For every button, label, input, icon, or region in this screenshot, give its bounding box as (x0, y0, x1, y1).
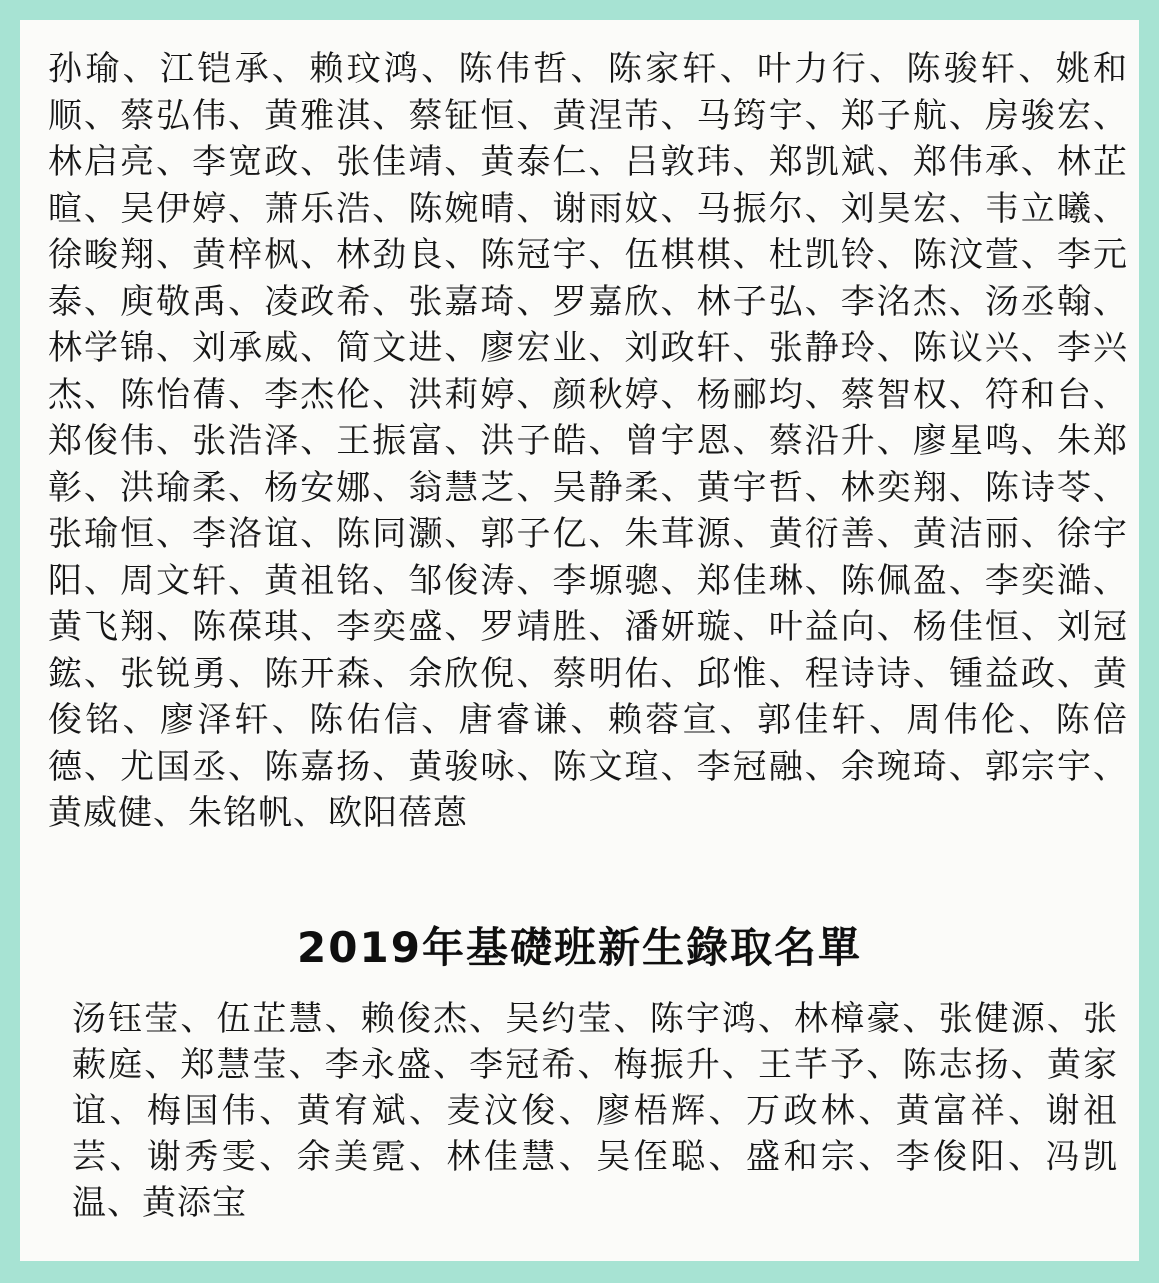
section-title: 2019年基礎班新生錄取名單 (297, 923, 862, 972)
admitted-names-list: 孙瑜、江铠承、赖玟鸿、陈伟哲、陈家轩、叶力行、陈骏轩、姚和顺、蔡弘伟、黄雅淇、蔡钲恒、黄涅芾、马筠宇、郑子航、房骏宏、林启亮、李宽政、张佳靖、黄泰仁、吕敦玮、郑凯斌、郑伟承、林芷暄、吴伊婷、萧乐浩、陈婉晴、谢雨妏、马振尔、刘昊宏、韦立曦、徐畯翔、黄梓枫、林劲良、陈冠宇、伍棋棋、杜凯铃、陈汶萱、李元泰、庾敬禹、凌政希、张嘉琦、罗嘉欣、林子弘、李洺杰、汤丞翰、林学锦、刘承威、简文进、廖宏业、刘政轩、张静玲、陈议兴、李兴杰、陈怡蒨、李杰伦、洪莉婷、颜秋婷、杨郦均、蔡智权、符和台、郑俊伟、张浩泽、王振富、洪子皓、曾宇恩、蔡沿升、廖星鸣、朱郑彰、洪瑜柔、杨安娜、翁慧芝、吴静柔、黄宇哲、林奕翔、陈诗苓、张瑜恒、李洛谊、陈同灏、郭子亿、朱茸源、黄衍善、黄洁丽、徐宇阳、周文轩、黄祖铭、邹俊涛、李塬骢、郑佳琳、陈佩盈、李奕澔、黄飞翔、陈葆琪、李奕盛、罗靖胜、潘妍璇、叶益向、杨佳恒、刘冠鋐、张锐勇、陈开森、余欣倪、蔡明佑、邱惟、程诗诗、锺益政、黄俊铭、廖泽轩、陈佑信、唐睿谦、赖蓉宣、郭佳轩、周伟伦、陈倍德、尤国丞、陈嘉扬、黄骏咏、陈文瑄、李冠融、余琬琦、郭宗宇、黄威健、朱铭帆、欧阳蓓蒽 (48, 49, 1128, 833)
newspaper-clipping (20, 20, 1139, 1261)
new-students-names-list: 汤钰莹、伍芷慧、赖俊杰、吴约莹、陈宇鸿、林樟豪、张健源、张蔌庭、郑慧莹、李永盛、李冠希、梅振升、王芊予、陈志扬、黄家谊、梅国伟、黄宥斌、麦汶俊、廖梧辉、万政林、黄富祥、谢祖芸、谢秀雯、余美霓、林佳慧、吴侄聪、盛和宗、李俊阳、冯凯温、黄添宝 (72, 999, 1118, 1223)
